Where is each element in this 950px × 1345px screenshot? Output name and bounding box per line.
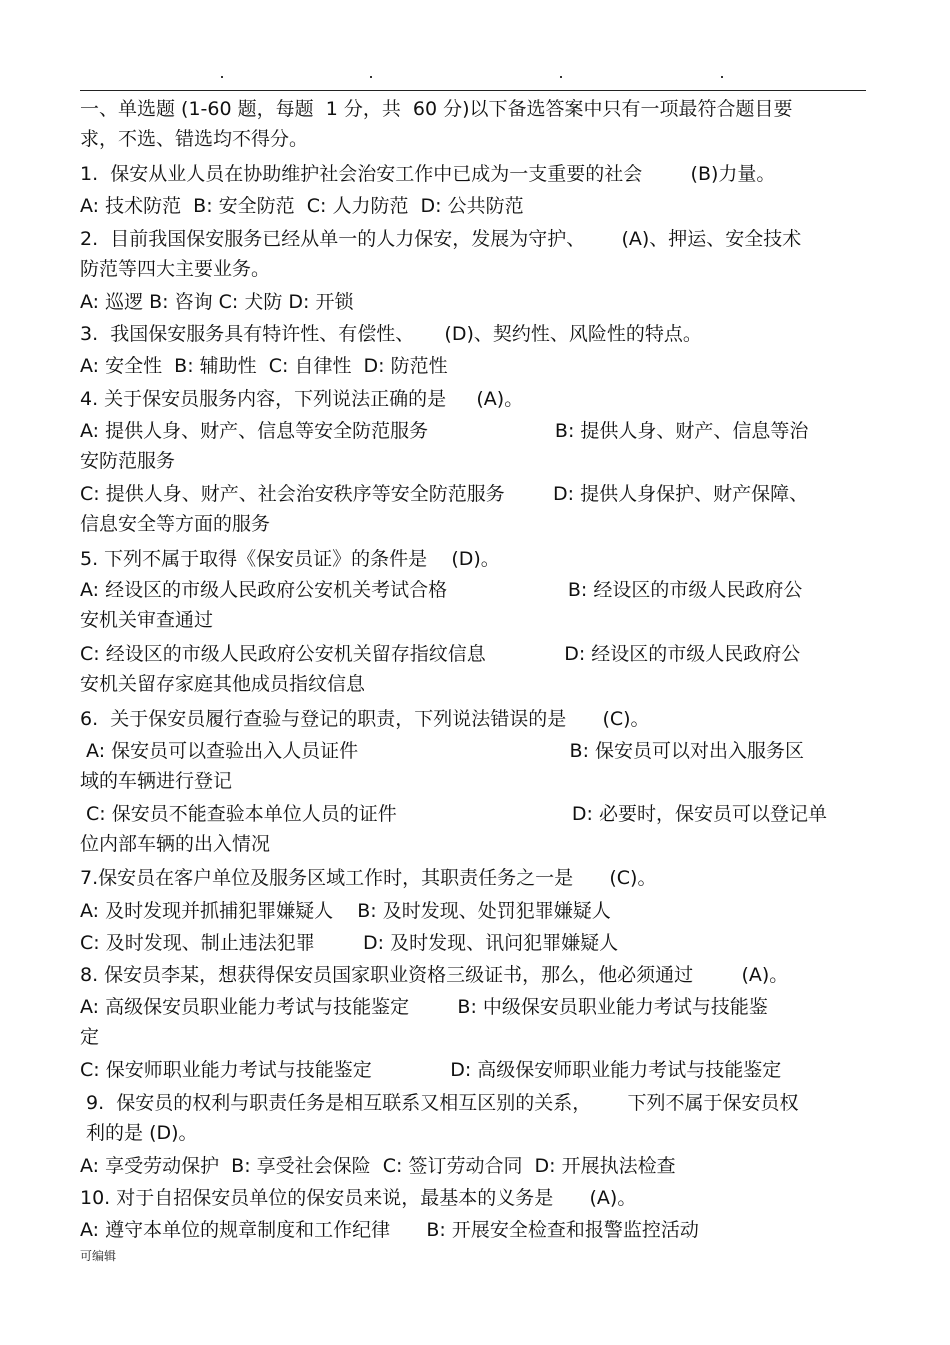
answer-options: C: 及时发现、制止违法犯罪 D: 及时发现、讯问犯罪嫌疑人	[80, 932, 619, 954]
section-title: 一、单选题 (1-60 题，每题 1 分，共 60 分)以下备选答案中只有一项最符合题目要	[80, 98, 793, 120]
question-text: 1. 保安从业人员在协助维护社会治安工作中已成为一支重要的社会 (B)力量。	[80, 163, 776, 185]
header-dot	[221, 76, 223, 78]
answer-options: C: 保安师职业能力考试与技能鉴定 D: 高级保安师职业能力考试与技能鉴定	[80, 1059, 782, 1081]
question-text: 6. 关于保安员履行查验与登记的职责，下列说法错误的是 (C)。	[80, 708, 650, 730]
answer-options: A: 高级保安员职业能力考试与技能鉴定 B: 中级保安员职业能力考试与技能鉴	[80, 996, 768, 1018]
question-text: 5. 下列不属于取得《保安员证》的条件是 (D)。	[80, 548, 500, 570]
answer-options: A: 享受劳动保护 B: 享受社会保险 C: 签订劳动合同 D: 开展执法检查	[80, 1155, 676, 1177]
answer-options: A: 遵守本单位的规章制度和工作纪律 B: 开展安全检查和报警监控活动	[80, 1219, 699, 1241]
question-text: 防范等四大主要业务。	[80, 258, 271, 280]
answer-options: 安机关留存家庭其他成员指纹信息	[80, 673, 366, 695]
answer-options: 定	[80, 1026, 100, 1048]
answer-options: 域的车辆进行登记	[80, 770, 233, 792]
section-title: 求，不选、错选均不得分。	[80, 128, 309, 150]
header-dot	[560, 76, 562, 78]
answer-options: A: 巡逻 B: 咨询 C: 犬防 D: 开锁	[80, 291, 354, 313]
answer-options: A: 提供人身、财产、信息等安全防范服务 B: 提供人身、财产、信息等治	[80, 420, 809, 442]
answer-options: A: 经设区的市级人民政府公安机关考试合格 B: 经设区的市级人民政府公	[80, 579, 803, 601]
question-text: 利的是 (D)。	[80, 1122, 198, 1144]
header-dot	[370, 76, 372, 78]
question-text: 4. 关于保安员服务内容，下列说法正确的是 (A)。	[80, 388, 524, 410]
question-text: 8. 保安员李某，想获得保安员国家职业资格三级证书，那么，他必须通过 (A)。	[80, 964, 789, 986]
answer-options: A: 保安员可以查验出入人员证件 B: 保安员可以对出入服务区	[80, 740, 805, 762]
answer-options: 安机关审查通过	[80, 609, 214, 631]
answer-options: 信息安全等方面的服务	[80, 513, 271, 535]
answer-options: 位内部车辆的出入情况	[80, 833, 271, 855]
header-dot	[721, 76, 723, 78]
answer-options: C: 经设区的市级人民政府公安机关留存指纹信息 D: 经设区的市级人民政府公	[80, 643, 801, 665]
answer-options: 安防范服务	[80, 450, 176, 472]
header-rule	[80, 90, 866, 91]
answer-options: A: 安全性 B: 辅助性 C: 自律性 D: 防范性	[80, 355, 448, 377]
footer-note: 可编辑	[80, 1249, 117, 1263]
question-text: 7.保安员在客户单位及服务区域工作时，其职责任务之一是 (C)。	[80, 867, 657, 889]
answer-options: A: 技术防范 B: 安全防范 C: 人力防范 D: 公共防范	[80, 195, 524, 217]
question-text: 3. 我国保安服务具有特许性、有偿性、 (D)、契约性、风险性的特点。	[80, 323, 702, 345]
question-text: 2. 目前我国保安服务已经从单一的人力保安，发展为守护、 (A)、押运、安全技术	[80, 228, 802, 250]
question-text: 9. 保安员的权利与职责任务是相互联系又相互区别的关系， 下列不属于保安员权	[80, 1092, 799, 1114]
answer-options: C: 提供人身、财产、社会治安秩序等安全防范服务 D: 提供人身保护、财产保障、	[80, 483, 809, 505]
answer-options: A: 及时发现并抓捕犯罪嫌疑人 B: 及时发现、处罚犯罪嫌疑人	[80, 900, 611, 922]
question-text: 10. 对于自招保安员单位的保安员来说，最基本的义务是 (A)。	[80, 1187, 637, 1209]
answer-options: C: 保安员不能查验本单位人员的证件 D: 必要时，保安员可以登记单	[80, 803, 827, 825]
